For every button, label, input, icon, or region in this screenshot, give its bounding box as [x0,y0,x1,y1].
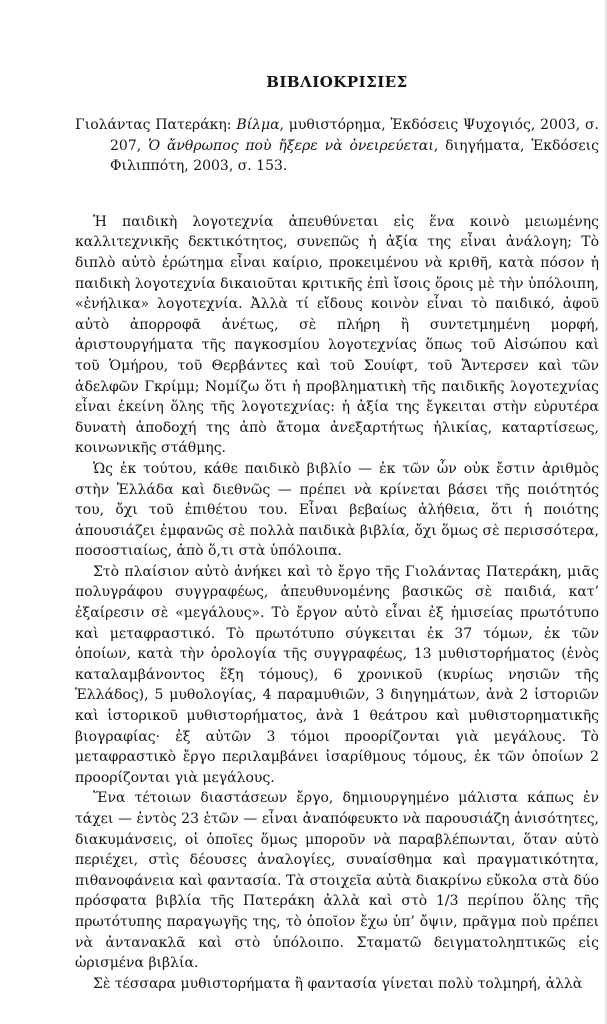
citation-title-2: Ὁ ἄνθρωπος ποὺ ἤξερε νὰ ὀνειρεύεται [148,137,434,154]
book-citation [75,115,599,177]
body-paragraph-3: Στὸ πλαίσιον αὐτὸ ἀνήκει καὶ τὸ ἔργο τῆς Γιολάντας Πατεράκη, μιᾶς πολυγράφου συγγραφέως, ἀπευθυνομένης βασικῶς σὲ παιδιά, κατ’ ἐξαίρεσιν σὲ «μεγάλους». Τὸ ἔργον αὐτὸ εἶναι ἐξ ἡμισείας πρωτότυπο καὶ μεταφραστικό. Τὸ πρωτότυπο σύγκειται ἐκ 37 τόμων, ἐκ τῶν ὁποίων, κατὰ τὴν ὁρολογία τῆς συγγραφέως, 13 μυθιστορήματος (ἑνὸς καταλαμβάνοντος ἕξη τόμους), 6 χρονικοῦ (κυρίως νησιῶν τῆς Ἑλλάδος), 5 μυθολογίας, 4 παραμυθιῶν, 3 διηγημάτων, ἀνὰ 2 ἱστοριῶν καὶ ἱστορικοῦ μυθιστορήματος, ἀνὰ 1 θεάτρου καὶ μυθιστορηματικῆς βιογραφίας· ἐξ αὐτῶν 3 τόμοι προορίζονται γιὰ μεγάλους. Τὸ μεταφραστικὸ ἔργο περιλαμβάνει ἰσαρίθμους τόμους, ἐκ τῶν ὁποίων 2 προορίζονται γιὰ μεγάλους. [75,563,599,786]
body-paragraph-4: Ἕνα τέτοιων διαστάσεων ἔργο, δημιουργημένο μάλιστα κάπως ἐν τάχει — ἐντὸς 23 ἐτῶν — εἶναι ἀναπόφευκτο νὰ παρουσιάζη ἀνισότητες, διακυμάνσεις, οἱ ὁποῖες ὅμως μποροῦν νὰ παραβλέπωνται, ὅταν αὐτὸ περιέχει, στὶς δέουσες ἀναλογίες, συναίσθημα καὶ πραγματικότητα, πιθανοφάνεια καὶ φαντασία. Τὰ στοιχεῖα αὐτὰ διακρίνω εὔκολα στὰ δύο πρόσφατα βιβλία τῆς Πατεράκη ἀλλὰ καὶ στὸ 1/3 περίπου ὅλης τῆς πρωτότυπης παραγωγῆς της, τὸ ὁποῖον ἔχω ὑπ’ ὄψιν, πρᾶγμα ποὺ πρέπει νὰ ἀντανακλᾶ καὶ στὸ ὑπόλοιπο. Σταματῶ δειγματοληπτικῶς εἰς ὡρισμένα βιβλία. [75,790,599,972]
citation-title-1: Βίλμα [236,117,280,133]
body-paragraph-5: Σὲ τέσσαρα μυθιστορήματα ἢ φαντασία γίνεται πολὺ τολμηρή, ἀλλὰ [93,975,583,992]
body-paragraph-2: Ὡς ἐκ τούτου, κάθε παιδικὸ βιβλίο — ἐκ τῶν ὧν οὐκ ἔστιν ἀριθμὸς στὴν Ἑλλάδα καὶ διεθνῶς — πρέπει νὰ κρίνεται βάσει τῆς ποιότητός του, ὄχι τοῦ ἐπιθέτου του. Εἶναι βεβαίως ἀλήθεια, ὅτι ἡ ποιότης ἀπουσιάζει ἐμφανῶς σὲ πολλὰ παιδικὰ βιβλία, ὄχι ὅμως σὲ περισσότερα, ποσοστιαίως, ἀπὸ ὅ,τι στὰ ὑπόλοιπα. [75,460,599,560]
body-paragraph-1: Ἡ παιδικὴ λογοτεχνία ἀπευθύνεται εἰς ἕνα κοινὸ μειωμένης καλλιτεχνικῆς δεκτικότητος, συνεπῶς ἡ ἀξία της εἶναι ἀνάλογη; Τὸ διπλὸ αὐτὸ ἐρώτημα εἶναι καίριο, προκειμένου νὰ κριθῆ, κατὰ πόσον ἡ παιδικὴ λογοτεχνία δικαιοῦται κριτικῆς ἐπὶ ἴσοις ὅροις μὲ τὴν ὑπόλοιπη, «ἐνήλικα» λογοτεχνία. Ἀλλὰ τί εἴδους κοινὸν εἶναι τὸ παιδικό, ἀφοῦ αὐτὸ ἀπορροφᾶ ἀνέτως, σὲ πλήρη ἢ συντετμημένη μορφή, ἀριστουργήματα τῆς παγκοσμίου λογοτεχνίας ὅπως τοῦ Αἰσώπου καὶ τοῦ Ὁμήρου, τοῦ Θερβάντες καὶ τοῦ Σουίφτ, τοῦ Ἄντερσεν καὶ τῶν ἀδελφῶν Γκρίμμ; Νομίζω ὅτι ἡ προβληματικὴ τῆς παιδικῆς λογοτεχνίας εἶναι ἐκείνη ὅλης τῆς λογοτεχνίας: ἡ ἀξία της ἔγκειται στὴν εὐρυτέρα δυνατὴ ἀποδοχή της ἀπὸ ἄτομα ἀνεξαρτήτως ἡλικίας, καταρτίσεως, κοινωνικῆς στάθμης. [75,213,599,457]
section-heading: ΒΙΒΛΙΟΚΡΙΣΙΕΣ [266,73,408,91]
citation-author: Γιολάντας Πατεράκη: [75,117,237,133]
review-page [75,73,599,994]
citation-details-1: , μυθιστόρημα, Ἐκδόσεις Ψυχογιός, 2003, σ. 207, [110,117,599,154]
citation-details-2: , διηγήματα, Ἐκδόσεις Φιλιππότη, 2003, σ. 153. [110,137,599,175]
